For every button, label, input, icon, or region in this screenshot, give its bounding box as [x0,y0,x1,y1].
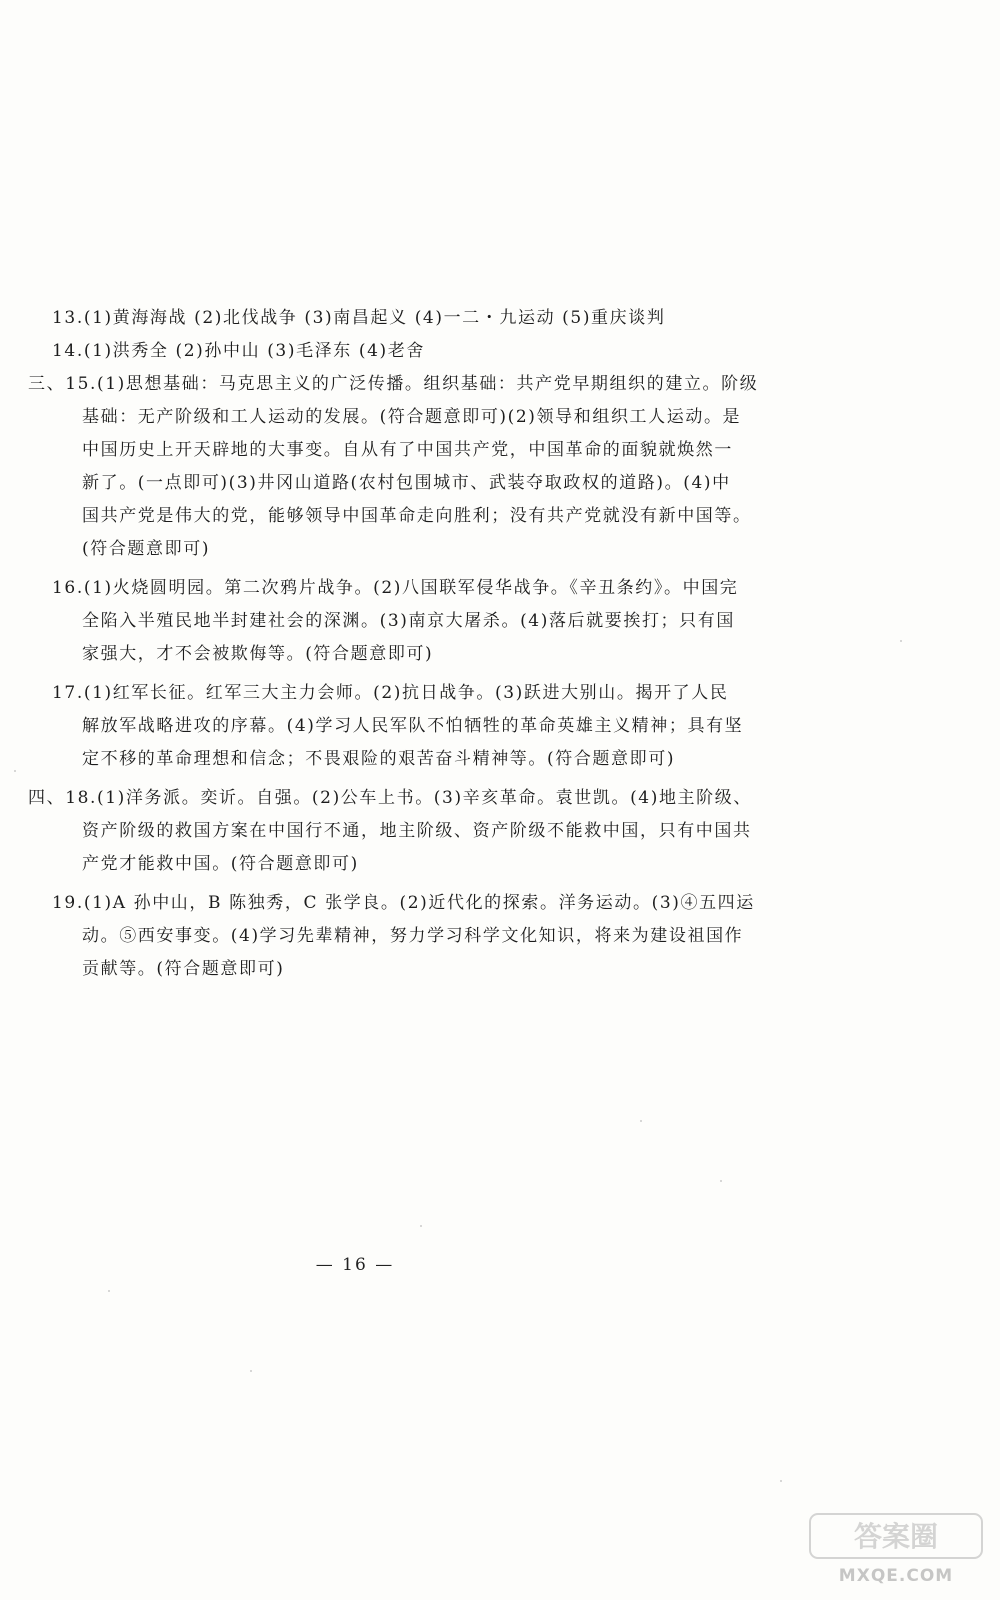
page-number: — 16 — [315,1255,395,1275]
answer-17-line-3 [28,743,988,776]
answer-15-line-6 [28,533,988,566]
answer-17-text-3: 定不移的革命理想和信念；不畏艰险的艰苦奋斗精神等。(符合题意即可) [82,749,676,769]
scan-speck [14,770,16,772]
watermark-logo-text: 答案圈 [853,1520,939,1553]
answer-19-text-1: 19.(1)A 孙中山，B 陈独秀，C 张学良。(2)近代化的探索。洋务运动。(3)④五四运 [52,893,755,913]
answer-15-line-1 [28,368,988,401]
answer-16-text-3: 家强大，才不会被欺侮等。(符合题意即可) [82,644,434,664]
answer-13 [28,302,988,335]
answer-15-line-2 [28,401,988,434]
answer-13-text: 13.(1)黄海海战 (2)北伐战争 (3)南昌起义 (4)一二・九运动 (5)重庆谈判 [52,308,666,328]
answer-19-text-3: 贡献等。(符合题意即可) [82,959,285,979]
answer-18-text-2: 资产阶级的救国方案在中国行不通，地主阶级、资产阶级不能救中国，只有中国共 [82,821,752,841]
answer-content [28,302,988,986]
answer-17-line-2 [28,710,988,743]
answer-15-line-5 [28,500,988,533]
answer-15-text-2: 基础：无产阶级和工人运动的发展。(符合题意即可)(2)领导和组织工人运动。是 [82,407,742,427]
answer-18-line-3 [28,848,988,881]
answer-17-text-1: 17.(1)红军长征。红军三大主力会师。(2)抗日战争。(3)跃进大别山。揭开了人民 [52,683,729,703]
answer-15-text-4: 新了。(一点即可)(3)井冈山道路(农村包围城市、武装夺取政权的道路)。(4)中 [82,473,731,493]
answer-19-line-2 [28,920,988,953]
scan-speck [640,1120,642,1122]
answer-18-line-2 [28,815,988,848]
scan-speck [900,640,902,642]
answer-16-line-3 [28,638,988,671]
scan-speck [720,1180,722,1182]
answer-19-line-3 [28,953,988,986]
scan-speck [108,1290,110,1292]
scan-speck [250,1370,252,1372]
answer-16-text-1: 16.(1)火烧圆明园。第二次鸦片战争。(2)八国联军侵华战争。《辛丑条约》。中国完 [52,578,739,598]
answer-16-line-2 [28,605,988,638]
answer-16-text-2: 全陷入半殖民地半封建社会的深渊。(3)南京大屠杀。(4)落后就要挨打；只有国 [82,611,735,631]
answer-19-text-2: 动。⑤西安事变。(4)学习先辈精神，努力学习科学文化知识，将来为建设祖国作 [82,926,744,946]
scan-speck [420,1225,422,1227]
answer-18-text-1: 四、18.(1)洋务派。奕䜣。自强。(2)公车上书。(3)辛亥革命。袁世凯。(4)地主阶级、 [28,788,752,808]
answer-15-text-5: 国共产党是伟大的党，能够领导中国革命走向胜利；没有共产党就没有新中国等。 [82,506,752,526]
answer-14 [28,335,988,368]
answer-15-line-4 [28,467,988,500]
answer-17-line-1 [28,677,988,710]
watermark-url: MXQE.COM [838,1566,954,1586]
answer-18-text-3: 产党才能救中国。(符合题意即可) [82,854,359,874]
scan-speck [780,1480,782,1482]
answer-17-text-2: 解放军战略进攻的序幕。(4)学习人民军队不怕牺牲的革命英雄主义精神；具有坚 [82,716,744,736]
answer-14-text: 14.(1)洪秀全 (2)孙中山 (3)毛泽东 (4)老舍 [52,341,425,361]
answer-16-line-1 [28,572,988,605]
answer-19-line-1 [28,887,988,920]
answer-15-text-1: 三、15.(1)思想基础：马克思主义的广泛传播。组织基础：共产党早期组织的建立。阶级 [28,374,759,394]
answer-18-line-1 [28,782,988,815]
answer-15-text-3: 中国历史上开天辟地的大事变。自从有了中国共产党，中国革命的面貌就焕然一 [82,440,733,460]
answer-15-line-3 [28,434,988,467]
answer-15-text-6: (符合题意即可) [82,539,211,559]
